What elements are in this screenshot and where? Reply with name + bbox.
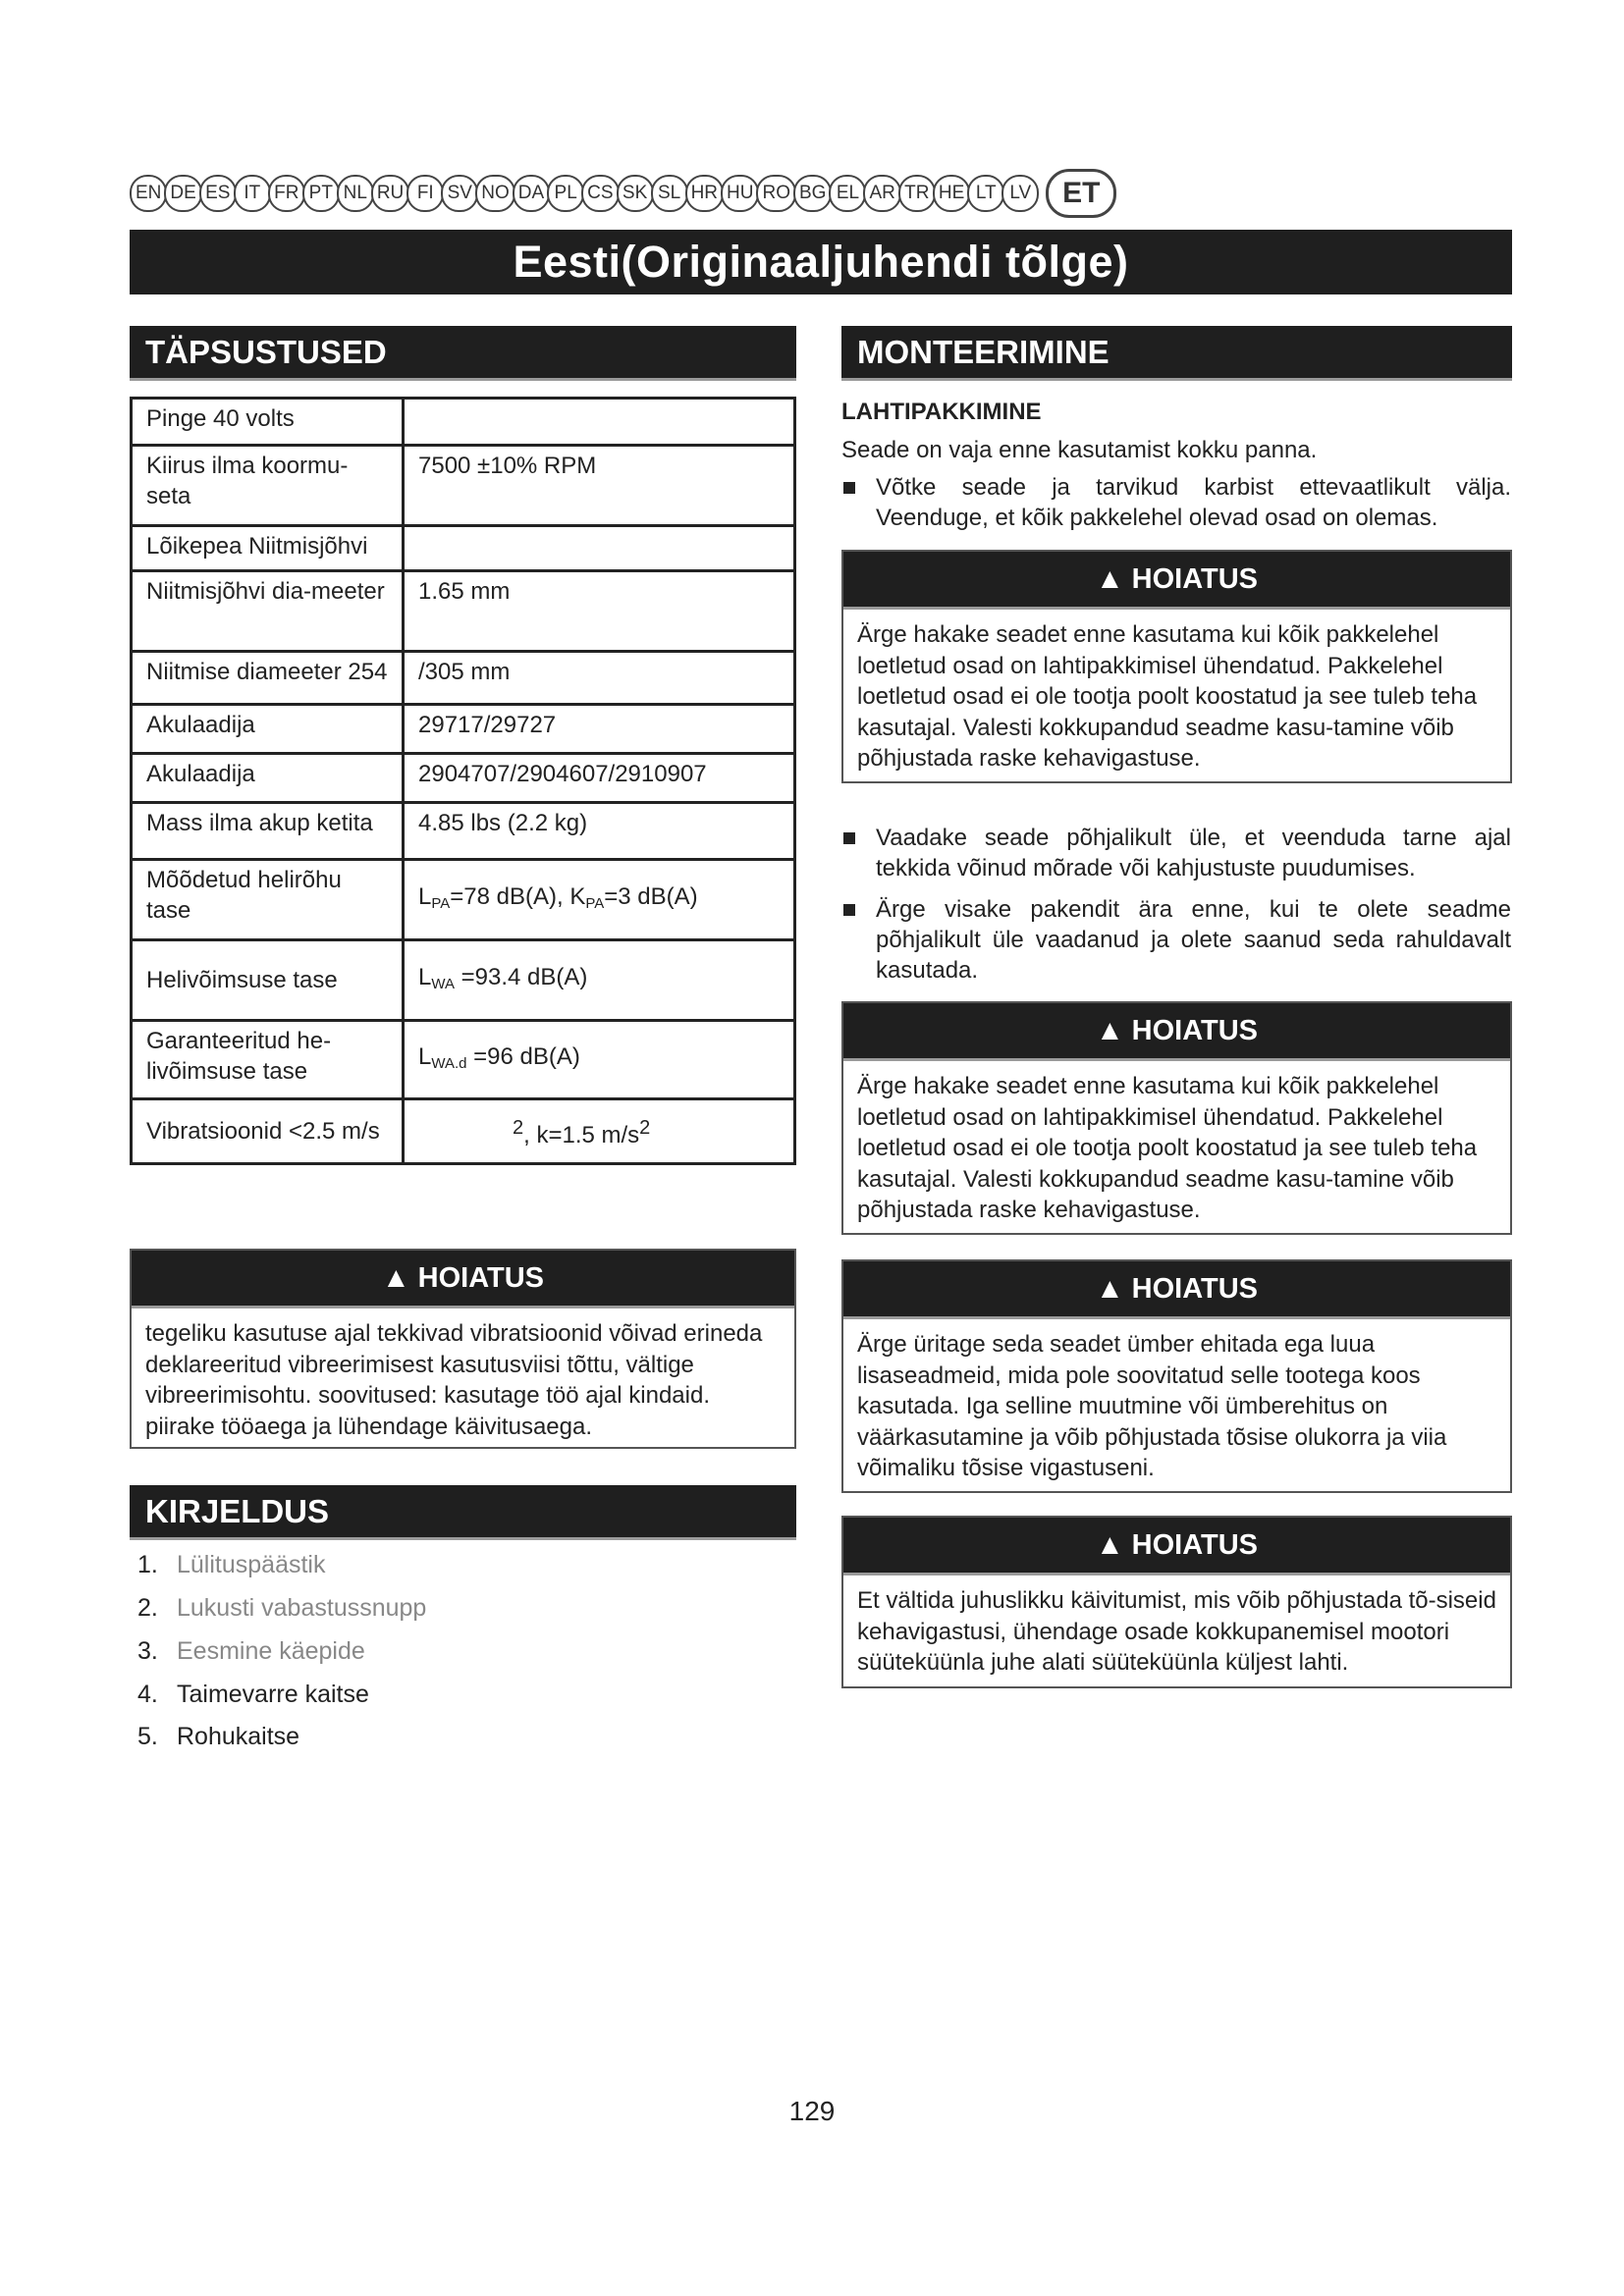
warning-header: ▲ HOIATUS [843, 552, 1510, 610]
warning-triangle-icon: ▲ [1095, 562, 1124, 595]
list-item: 2. Lukusti vabastussnupp [137, 1594, 427, 1622]
list-item: Vaadake seade põhjalikult üle, et veenduda tarne ajal tekkida võinud mõrade või kahjustuste puudumises. [843, 823, 1511, 883]
language-badge-en: EN [130, 175, 167, 212]
language-badge-ru: RU [371, 175, 409, 212]
warning-text: Ärge üritage seda seadet ümber ehitada ega luua lisaseadmeid, mida pole soovitatud selle tootega koos kasutada. Iga selline muutmine või ümberehitus on väärkasutamine ja võib põhjustada tõsise olukorra ja viia võimaliku tõsise vigastuseni. [857, 1331, 1447, 1481]
spec-value: $^2$, k=1.5 $m/s^2$ [404, 1099, 795, 1164]
spec-label: Mõõdetud helirõhu tase [132, 860, 404, 940]
language-badge-lt: LT [967, 175, 1004, 212]
warning-box-assembly-2 [841, 1001, 1512, 1235]
list-item: Ärge visake pakendit ära enne, kui te olete seadme põhjalikult üle vaadanud ja olete saanud seda rahuldavalt kasutada. [843, 894, 1511, 986]
language-badge-he: HE [933, 175, 970, 212]
table-row [132, 652, 795, 705]
language-badge-no: NO [475, 175, 515, 212]
table-row [132, 940, 795, 1021]
warning-triangle-icon: ▲ [381, 1261, 410, 1294]
spec-label: Niitmisjõhvi dia-meeter [132, 571, 404, 652]
language-badge-sv: SV [441, 175, 478, 212]
spec-value: $L_{PA}=78$ dB(A), $K_{PA}=3$ dB(A) [404, 860, 795, 940]
list-item: Võtke seade ja tarvikud karbist ettevaatlikult välja. Veenduge, et kõik pakkelehel olevad osad on olemas. [843, 472, 1511, 533]
language-badge-es: ES [199, 175, 237, 212]
spec-label: Akulaadija [132, 705, 404, 754]
warning-header: ▲ HOIATUS [843, 1003, 1510, 1061]
language-badge-tr: TR [898, 175, 936, 212]
warning-text: Ärge hakake seadet enne kasutama kui kõik pakkelehel loetletud osad on lahtipakkimisel ühendatud. Pakkelehel loetletud osad ei ole tootja poolt koostatud ja see tuleb teha kasutajal. Valesti kokkupandud seadme kasu-tamine võib põhjustada raske kehavigastuse. [857, 621, 1478, 772]
bullet-square-icon [843, 482, 855, 494]
language-badge-de: DE [164, 175, 201, 212]
warning-triangle-icon: ▲ [1095, 1528, 1124, 1561]
table-row [132, 705, 795, 754]
spec-value: 1.65 mm [404, 571, 795, 652]
spec-label: Helivõimsuse tase [132, 940, 404, 1021]
table-row [132, 860, 795, 940]
spec-label: Niitmise diameeter 254 [132, 652, 404, 705]
language-badge-el: EL [829, 175, 866, 212]
language-badge-ar: AR [863, 175, 900, 212]
bullet-square-icon [843, 832, 855, 844]
page-title: Eesti(Originaaljuhendi tõlge) [130, 230, 1512, 294]
table-row [132, 754, 795, 803]
spec-label: Garanteeritud he-livõimsuse tase [132, 1021, 404, 1099]
warning-header: ▲ HOIATUS [843, 1518, 1510, 1575]
warning-box-ignition [841, 1516, 1512, 1688]
spec-value: $L_{WA} =93.4$ dB(A) [404, 940, 795, 1021]
language-badge-da: DA [513, 175, 550, 212]
warning-triangle-icon: ▲ [1095, 1272, 1124, 1305]
language-badge-nl: NL [337, 175, 374, 212]
language-badge-pl: PL [547, 175, 584, 212]
language-badge-sk: SK [617, 175, 654, 212]
list-item: 4. Taimevarre kaitse [137, 1681, 369, 1708]
table-row [132, 571, 795, 652]
table-row [132, 399, 795, 446]
language-badge-hu: HU [721, 175, 759, 212]
language-strip [130, 169, 1485, 218]
spec-label: Lõikepea Niitmisjõhvi [132, 526, 404, 571]
assembly-intro: Seade on vaja enne kasutamist kokku panna. [841, 437, 1318, 463]
list-item: 3. Eesmine käepide [137, 1637, 365, 1665]
language-badge-fr: FR [268, 175, 305, 212]
table-row [132, 446, 795, 526]
specs-table [130, 397, 796, 1165]
warning-box-assembly-1 [841, 550, 1512, 783]
table-row [132, 526, 795, 571]
spec-value [404, 526, 795, 571]
table-row [132, 1099, 795, 1164]
spec-value: 2904707/2904607/2910907 [404, 754, 795, 803]
warning-header: ▲ HOIATUS [843, 1261, 1510, 1319]
language-badge-ro: RO [756, 175, 796, 212]
warning-text: Et vältida juhuslikku käivitumist, mis võib põhjustada tõ-siseid kehavigastusi, ühendage osade kokkupanemisel mootori süüteküünla juhe alati süüteküünla küljest lahti. [857, 1587, 1496, 1676]
spec-value: /305 mm [404, 652, 795, 705]
list-item: 1. Lülituspäästik [137, 1551, 326, 1578]
specs-heading: TÄPSUSTUSED [130, 326, 796, 381]
list-item: 5. Rohukaitse [137, 1723, 300, 1750]
page-number: 129 [788, 2096, 836, 2126]
spec-value [404, 399, 795, 446]
table-row [132, 1021, 795, 1099]
warning-box-vibration [130, 1249, 796, 1449]
language-badge-active: ET [1046, 169, 1116, 218]
table-row [132, 803, 795, 860]
spec-label: Vibratsioonid <2.5 m/s [132, 1099, 404, 1164]
language-badge-bg: BG [793, 175, 832, 212]
language-badge-sl: SL [651, 175, 688, 212]
warning-triangle-icon: ▲ [1095, 1014, 1124, 1046]
assembly-heading: MONTEERIMINE [841, 326, 1512, 381]
spec-label: Akulaadija [132, 754, 404, 803]
language-badge-it: IT [234, 175, 271, 212]
language-badge-pt: PT [302, 175, 340, 212]
spec-value: 7500 ±10% RPM [404, 446, 795, 526]
warning-box-modification [841, 1259, 1512, 1493]
description-heading: KIRJELDUS [130, 1485, 796, 1540]
spec-label: Mass ilma akup ketita [132, 803, 404, 860]
spec-value: 29717/29727 [404, 705, 795, 754]
language-badge-cs: CS [581, 175, 619, 212]
spec-value: 4.85 lbs (2.2 kg) [404, 803, 795, 860]
language-badge-hr: HR [685, 175, 724, 212]
bullet-square-icon [843, 904, 855, 916]
unpacking-subheading: LAHTIPAKKIMINE [841, 399, 1042, 425]
warning-header: ▲ HOIATUS [132, 1251, 794, 1308]
warning-text: Ärge hakake seadet enne kasutama kui kõik pakkelehel loetletud osad on lahtipakkimisel ühendatud. Pakkelehel loetletud osad ei ole tootja poolt koostatud ja see tuleb teha kasutajal. Valesti kokkupandud seadme kasu-tamine võib põhjustada raske kehavigastuse. [857, 1073, 1478, 1223]
spec-label: Pinge 40 volts [132, 399, 404, 446]
language-badge-lv: LV [1001, 175, 1039, 212]
spec-value: $L_{WA.d} =96$ dB(A) [404, 1021, 795, 1099]
language-badge-fi: FI [406, 175, 444, 212]
warning-text: tegeliku kasutuse ajal tekkivad vibratsioonid võivad erineda deklareeritud vibreerimisest kasutusviisi tõttu, vältige vibreerimisohtu. soovitused: kasutage töö ajal kindaid. piirake tööaega ja lühendage käivitusaega. [145, 1320, 763, 1440]
spec-label: Kiirus ilma koormu-seta [132, 446, 404, 526]
